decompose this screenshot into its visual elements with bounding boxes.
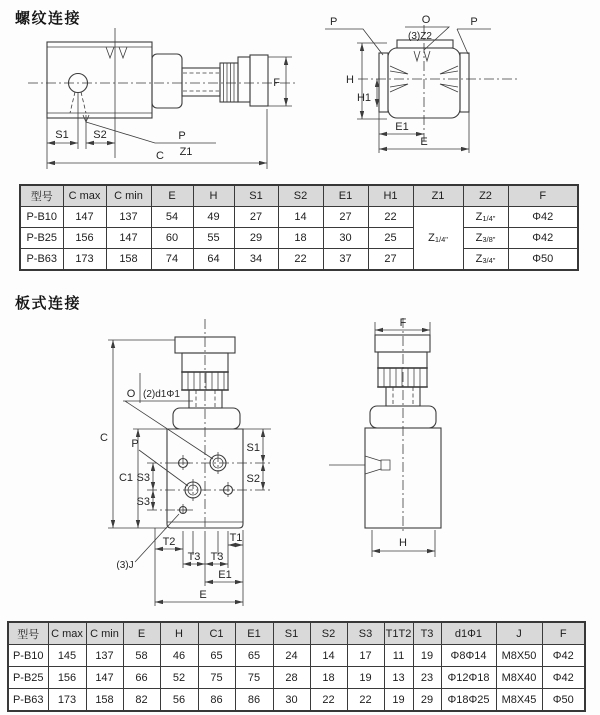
cell: 173	[63, 249, 106, 271]
cell: 27	[323, 207, 368, 228]
cell: 22	[310, 689, 347, 712]
hole-label-j: (3)J	[116, 560, 134, 571]
cell: P-B63	[8, 689, 48, 712]
section1-title: 螺纹连接	[15, 10, 82, 27]
dim-label-t3-right: T3	[210, 551, 224, 563]
col-header: S1	[273, 622, 310, 645]
dim-label-s1: S1	[246, 442, 260, 454]
dim-label-e1: E1	[395, 121, 409, 133]
valve-outline	[47, 42, 268, 122]
cell: Φ12Φ18	[441, 667, 496, 689]
col-header: C max	[63, 185, 106, 207]
table-row	[20, 228, 578, 249]
cell: 30	[323, 228, 368, 249]
z2-sub: 1/4"	[482, 214, 496, 223]
dim-label-e1: E1	[218, 569, 232, 581]
cell: Φ50	[508, 249, 578, 271]
dim-label-e: E	[420, 136, 428, 148]
cell: 65	[198, 645, 235, 667]
cell: 147	[106, 228, 151, 249]
cell: 75	[198, 667, 235, 689]
port-label-p: P	[178, 130, 186, 142]
col-header: J	[496, 622, 542, 645]
hole-label-d1phi1: (2)d1Φ1	[143, 389, 180, 400]
dim-label-t2: T2	[162, 536, 176, 548]
cell: M8X40	[496, 667, 542, 689]
cell: 137	[86, 645, 123, 667]
plate-front-view-drawing	[95, 315, 310, 615]
plate-connection-table	[7, 621, 586, 712]
cell: 65	[235, 645, 273, 667]
col-header: H	[160, 622, 198, 645]
cell: 58	[123, 645, 160, 667]
dim-label-t3-left: T3	[187, 551, 201, 563]
threaded-connection-table	[19, 184, 579, 271]
col-header: T3	[413, 622, 441, 645]
cell: Φ42	[508, 228, 578, 249]
port-label-o: O	[421, 14, 431, 26]
cell: 22	[278, 249, 323, 271]
dim-label-s2: S2	[93, 129, 107, 141]
cell: 137	[106, 207, 151, 228]
col-header: E1	[235, 622, 273, 645]
cell: 29	[234, 228, 278, 249]
dim-label-e: E	[199, 589, 207, 601]
table-row	[8, 667, 585, 689]
dim-label-s3-upper: S3	[136, 472, 150, 484]
dimension-labels	[330, 14, 478, 148]
cell: 14	[278, 207, 323, 228]
plate-connection-table-wrap	[7, 621, 586, 712]
cell: 13	[384, 667, 413, 689]
threaded-front-view-drawing	[320, 5, 590, 175]
cell: Φ8Φ14	[441, 645, 496, 667]
cell: 30	[273, 689, 310, 712]
dim-label-h1: H1	[356, 92, 371, 104]
cell: 18	[278, 228, 323, 249]
cell: P-B10	[20, 207, 63, 228]
table-row	[20, 207, 578, 228]
cell: 60	[151, 228, 193, 249]
cell: 34	[234, 249, 278, 271]
centerlines	[147, 319, 270, 528]
z2-value: Z	[475, 211, 483, 223]
col-header: S3	[347, 622, 384, 645]
table-row	[8, 645, 585, 667]
dim-label-h: H	[346, 74, 354, 86]
cell: Φ42	[508, 207, 578, 228]
table-row	[8, 689, 585, 712]
col-header: F	[542, 622, 585, 645]
cell	[463, 228, 508, 249]
dim-label-c: C	[156, 150, 164, 162]
col-header: H1	[368, 185, 413, 207]
dimension-lines	[372, 322, 435, 557]
cell: 28	[273, 667, 310, 689]
cell: 145	[48, 645, 86, 667]
cell: 11	[384, 645, 413, 667]
cell: 49	[193, 207, 234, 228]
col-header: S2	[310, 622, 347, 645]
col-header: C min	[86, 622, 123, 645]
col-header: 型号	[8, 622, 48, 645]
valve-outline	[329, 335, 441, 528]
col-header: Z2	[463, 185, 508, 207]
col-header: H	[193, 185, 234, 207]
cell	[463, 249, 508, 271]
cell: 24	[273, 645, 310, 667]
cell: 54	[151, 207, 193, 228]
cell: 19	[413, 645, 441, 667]
threaded-connection-table-wrap	[19, 184, 579, 271]
dim-label-t1: T1	[229, 532, 243, 544]
z1-sub: 1/4"	[434, 235, 448, 244]
cell: M8X50	[496, 645, 542, 667]
cell: 27	[368, 249, 413, 271]
col-header: S1	[234, 185, 278, 207]
cell: 46	[160, 645, 198, 667]
cell: 173	[48, 689, 86, 712]
z2-sub: 3/8"	[482, 235, 496, 244]
dimension-labels	[55, 77, 280, 162]
col-header: d1Φ1	[441, 622, 496, 645]
dim-label-c: C	[100, 432, 108, 444]
port-label-p-right: P	[470, 16, 478, 28]
cell: 19	[384, 689, 413, 712]
table-row	[20, 249, 578, 271]
dim-label-h: H	[399, 537, 407, 549]
section2-title: 板式连接	[15, 295, 82, 312]
cell: P-B63	[20, 249, 63, 271]
cell: 156	[48, 667, 86, 689]
cell: 23	[413, 667, 441, 689]
col-header: S2	[278, 185, 323, 207]
cell: 82	[123, 689, 160, 712]
cell: Φ42	[542, 645, 585, 667]
dim-label-s1: S1	[55, 129, 69, 141]
cell: 86	[235, 689, 273, 712]
thread-label-z1: Z1	[179, 146, 193, 158]
port-label-p: P	[131, 438, 139, 450]
cell	[463, 207, 508, 228]
cell: 158	[86, 689, 123, 712]
cell: 64	[193, 249, 234, 271]
cell: 56	[160, 689, 198, 712]
dim-label-c1: C1	[118, 472, 133, 484]
cell: 147	[63, 207, 106, 228]
col-header: F	[508, 185, 578, 207]
col-header: Z1	[413, 185, 463, 207]
z1-value: Z	[428, 232, 435, 244]
thread-label-z2: (3)Z2	[408, 31, 432, 42]
cell: 29	[413, 689, 441, 712]
cell: 158	[106, 249, 151, 271]
cell: 147	[86, 667, 123, 689]
cell: 17	[347, 645, 384, 667]
col-header: 型号	[20, 185, 63, 207]
z2-value: Z	[475, 232, 483, 244]
cell: 19	[347, 667, 384, 689]
cell: P-B25	[20, 228, 63, 249]
cell: M8X45	[496, 689, 542, 712]
z2-value: Z	[475, 253, 483, 265]
cell: 25	[368, 228, 413, 249]
dim-label-f: F	[273, 77, 280, 89]
threaded-side-view-drawing	[20, 25, 310, 175]
cell: Φ50	[542, 689, 585, 712]
dim-label-s2: S2	[246, 473, 260, 485]
col-header: T1T2	[384, 622, 413, 645]
cell: 52	[160, 667, 198, 689]
cell-z1-merged	[413, 207, 463, 271]
col-header: C1	[198, 622, 235, 645]
port-label-o: O	[126, 388, 136, 400]
cell: 37	[323, 249, 368, 271]
dim-label-f: F	[399, 317, 407, 329]
cell: 74	[151, 249, 193, 271]
col-header: C min	[106, 185, 151, 207]
col-header: E	[123, 622, 160, 645]
cell: 27	[234, 207, 278, 228]
port-label-p-left: P	[330, 16, 338, 28]
plate-side-view-drawing	[325, 315, 455, 560]
cell: 22	[347, 689, 384, 712]
z2-sub: 3/4"	[482, 256, 496, 265]
cell: 66	[123, 667, 160, 689]
cell: 18	[310, 667, 347, 689]
cell: 75	[235, 667, 273, 689]
table-header-row	[8, 622, 585, 645]
cell: 86	[198, 689, 235, 712]
cell: Φ42	[542, 667, 585, 689]
cell: 22	[368, 207, 413, 228]
dimension-labels	[100, 388, 260, 601]
col-header: E1	[323, 185, 368, 207]
dim-label-s3-lower: S3	[136, 496, 150, 508]
table-header-row	[20, 185, 578, 207]
dimension-lines	[325, 27, 491, 153]
cell: 14	[310, 645, 347, 667]
cell: 55	[193, 228, 234, 249]
col-header: E	[151, 185, 193, 207]
cell: P-B10	[8, 645, 48, 667]
col-header: C max	[48, 622, 86, 645]
cell: 156	[63, 228, 106, 249]
cell: P-B25	[8, 667, 48, 689]
cell: Φ18Φ25	[441, 689, 496, 712]
centerlines	[358, 25, 518, 141]
